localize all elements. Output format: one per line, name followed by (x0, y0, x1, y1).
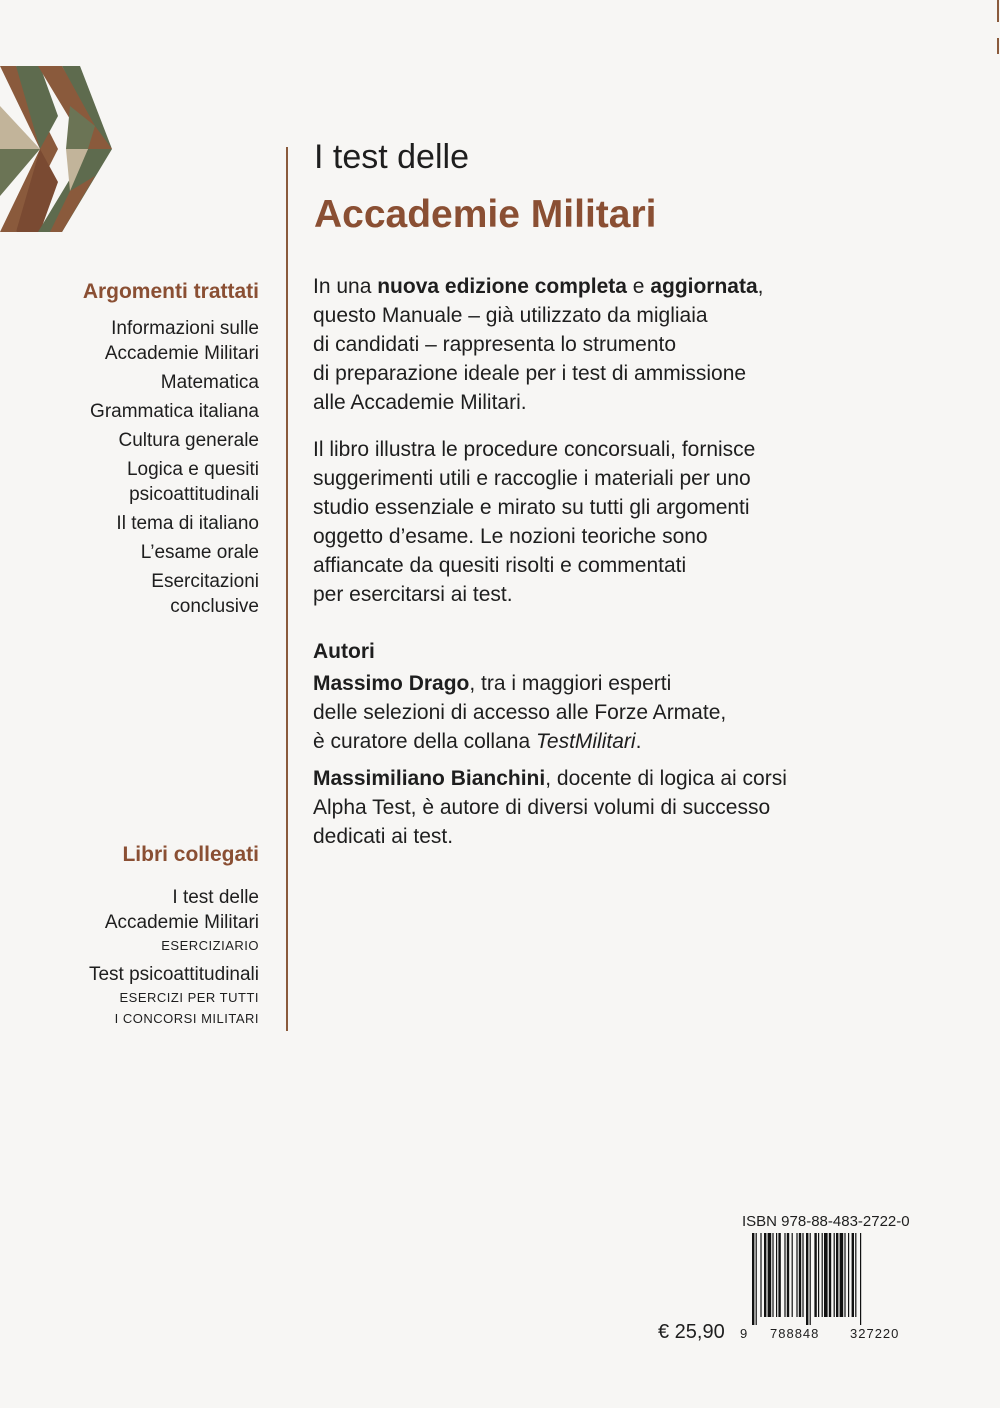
barcode-digits-right: 327220 (850, 1326, 900, 1341)
barcode-bar (814, 1233, 816, 1317)
price: € 25,90 (658, 1321, 725, 1343)
book-title-line1: I test delle (314, 138, 469, 176)
author-name: Massimo Drago (313, 672, 470, 695)
barcode-bar (834, 1233, 835, 1317)
book-title-line2: Accademie Militari (314, 193, 657, 236)
series-name: TestMilitari (535, 730, 636, 753)
related-book-subtitle: ESERCIZI PER TUTTI I CONCORSI MILITARI (114, 990, 259, 1026)
barcode-bar (787, 1233, 789, 1317)
related-book-subtitle: ESERCIZIARIO (161, 938, 259, 953)
author-bio-drago (313, 669, 873, 756)
barcode-bar (810, 1233, 811, 1325)
chevron-logo (0, 66, 112, 232)
barcode-bar (756, 1233, 757, 1325)
barcode-bar (818, 1233, 819, 1317)
barcode-bar (792, 1233, 793, 1317)
barcode-bar (829, 1233, 831, 1317)
barcode-bar (764, 1233, 766, 1317)
author-bio-text: , tra i maggiori esperti delle selezioni di accesso alle Forze Armate, è curatore della collana (313, 672, 727, 753)
author-bio-bianchini (313, 764, 873, 851)
barcode-bar (802, 1233, 803, 1317)
barcode-digits-left: 788848 (770, 1326, 820, 1341)
topic-item: Logica e quesiti psicoattitudinali (126, 459, 259, 505)
related-books-heading: Libri collegati (122, 843, 259, 866)
barcode-bar (772, 1233, 773, 1317)
barcode-bar (784, 1233, 785, 1317)
barcode-bar (836, 1233, 838, 1317)
intro-bold: nuova edizione completa (377, 275, 627, 298)
topic-item: Cultura generale (118, 430, 259, 451)
topic-item: L’esame orale (140, 542, 259, 563)
barcode-bar (776, 1233, 777, 1317)
intro-text: e (626, 275, 651, 298)
column-divider (286, 147, 288, 1031)
crop-mark-bottom (997, 38, 999, 54)
barcode (752, 1233, 908, 1325)
topic-item: Il tema di italiano (116, 513, 259, 534)
topic-item: Grammatica italiana (90, 401, 259, 422)
intro-bold: aggiornata (650, 275, 758, 298)
author-bio-text: , docente di logica ai corsi Alpha Test, è autore di diversi volumi di successo dedicati ai test. (313, 767, 787, 848)
topic-item: Esercitazioni conclusive (151, 571, 259, 617)
barcode-bar (796, 1233, 797, 1317)
author-name: Massimiliano Bianchini (313, 767, 546, 790)
barcode-bar (799, 1233, 801, 1317)
related-book-title: Test psicoattitudinali (88, 964, 259, 985)
barcode-bar (844, 1233, 845, 1317)
barcode-bar (806, 1233, 808, 1325)
author-bio-text: . (635, 730, 642, 753)
barcode-bar (752, 1233, 754, 1325)
barcode-bar (778, 1233, 780, 1317)
topics-list (40, 316, 259, 623)
topic-item: Matematica (160, 372, 259, 393)
related-books-list (20, 885, 259, 1035)
barcode-bar (760, 1233, 761, 1317)
topics-heading: Argomenti trattati (82, 280, 259, 303)
barcode-bar (768, 1233, 772, 1317)
isbn-label: ISBN 978-88-483-2722-0 (742, 1213, 910, 1230)
barcode-bar (852, 1233, 854, 1317)
authors-heading: Autori (313, 640, 375, 663)
intro-text: In una (313, 275, 378, 298)
intro-text: , questo Manuale – già utilizzato da migliaia di candidati – rappresenta lo strumento di preparazione ideale per i test di ammissione alle Accademie Militari. (313, 275, 764, 414)
barcode-bar (848, 1233, 849, 1317)
description-paragraph: Il libro illustra le procedure concorsuali, fornisce suggerimenti utili e raccoglie i materiali per uno studio essenziale e mirato su tutti gli argomenti oggetto d’esame. Le nozioni teoriche sono affiancate da quesiti risolti e commentati per esercitarsi ai test. (313, 438, 756, 606)
topic-item: Informazioni sulle Accademie Militari (104, 318, 259, 364)
related-book-title: I test delle Accademie Militari (104, 887, 259, 933)
barcode-bar (822, 1233, 823, 1317)
barcode-bar (855, 1233, 856, 1317)
crop-mark-top (997, 0, 999, 22)
barcode-bar (840, 1233, 844, 1317)
barcode-digit-first: 9 (740, 1326, 748, 1341)
barcode-bar (824, 1233, 828, 1317)
intro-paragraph (313, 272, 873, 417)
barcode-bar (860, 1233, 861, 1325)
